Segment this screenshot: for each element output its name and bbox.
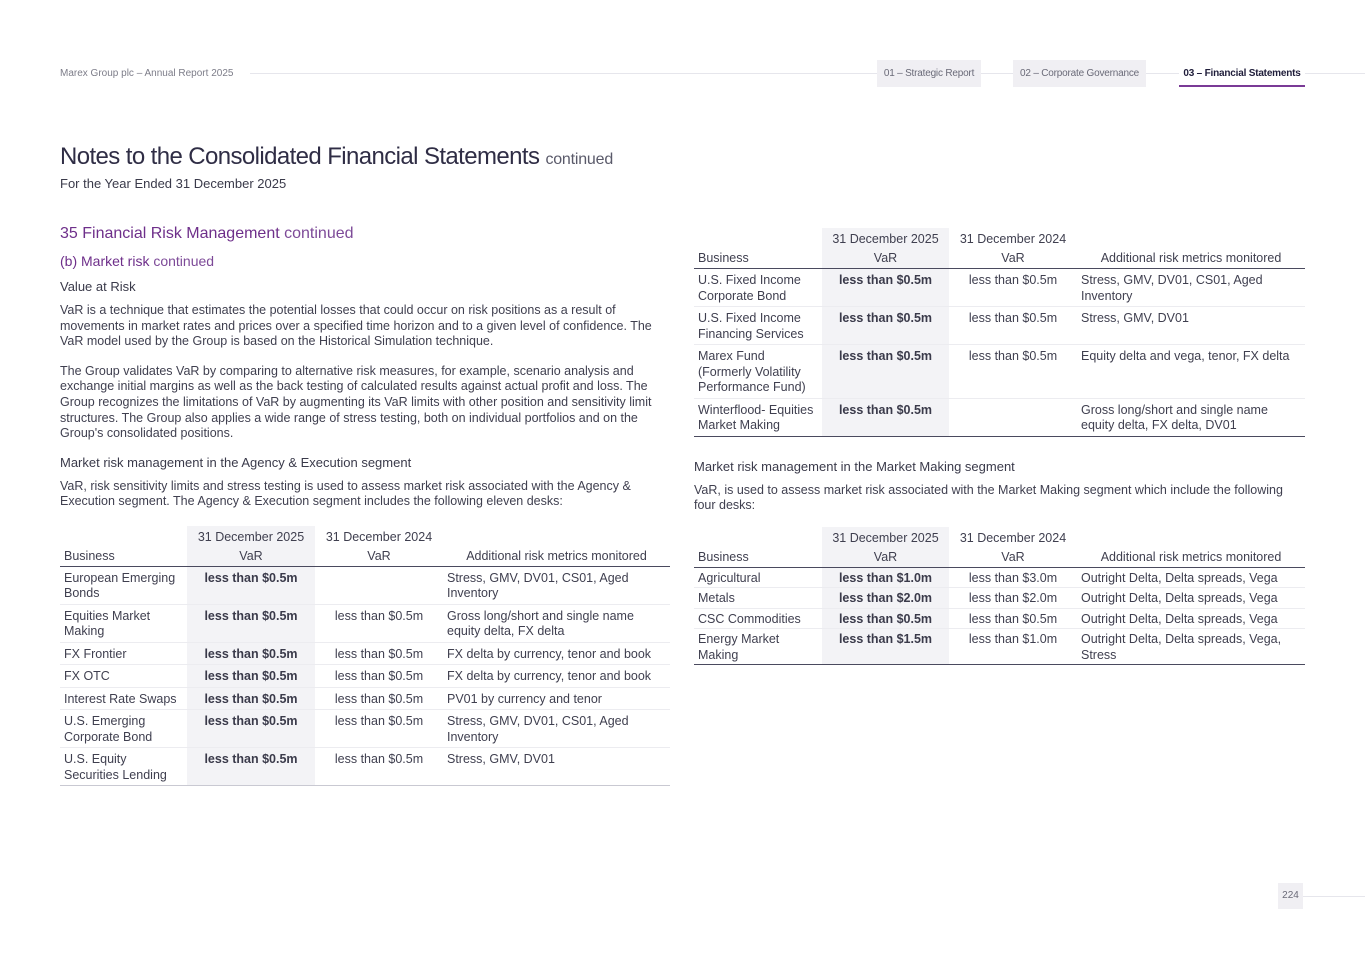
empty-header: [443, 526, 670, 546]
header-metrics: Additional risk metrics monitored: [1077, 248, 1305, 269]
table-row: [694, 567, 1305, 588]
cell-business: Equities Market Making: [60, 604, 187, 642]
table-row: [60, 566, 670, 604]
mm-table: [694, 527, 1305, 666]
cell-business: Energy Market Making: [694, 629, 822, 665]
cell-business: European Emerging Bonds: [60, 566, 187, 604]
cell-var-2025: less than $0.5m: [187, 604, 315, 642]
ae-table-right: [694, 228, 1305, 437]
header-year-2025: 31 December 2025: [187, 526, 315, 546]
header-var-2024: VaR: [315, 546, 443, 567]
table-row: [694, 269, 1305, 307]
subsection-title: [60, 253, 670, 269]
var-paragraph-1: VaR is a technique that estimates the potential losses that could occur on risk positions as a result of movements in market rates and prices over a specified time horizon and to a given level of confidence. The VaR model used by the Group is based on the Historical Simulation technique.: [60, 303, 652, 349]
cell-business: U.S. Emerging Corporate Bond: [60, 710, 187, 748]
cell-var-2025: less than $1.0m: [822, 567, 949, 588]
cell-var-2024: less than $0.5m: [315, 604, 443, 642]
subsection-title-continued: continued: [153, 253, 215, 269]
section-title-continued: continued: [284, 225, 354, 242]
empty-header: [694, 228, 822, 248]
cell-metrics: Stress, GMV, DV01, CS01, Aged Inventory: [443, 710, 670, 748]
cell-var-2025: less than $0.5m: [187, 665, 315, 688]
cell-business: FX Frontier: [60, 642, 187, 665]
table-row: [60, 687, 670, 710]
cell-metrics: FX delta by currency, tenor and book: [443, 642, 670, 665]
cell-var-2025: less than $0.5m: [187, 566, 315, 604]
cell-var-2024: less than $1.0m: [949, 629, 1077, 665]
cell-metrics: Stress, GMV, DV01: [443, 748, 670, 786]
cell-var-2025: less than $0.5m: [187, 687, 315, 710]
header-var-2025: VaR: [187, 546, 315, 567]
header-var-2024: VaR: [949, 547, 1077, 568]
header-year-2024: 31 December 2024: [959, 530, 1067, 545]
cell-var-2025: less than $0.5m: [822, 345, 949, 399]
cell-var-2025: less than $0.5m: [822, 269, 949, 307]
section-title: [60, 225, 670, 243]
header-year-2025: 31 December 2025: [822, 228, 949, 248]
report-name: Marex Group plc – Annual Report 2025: [60, 68, 239, 79]
cell-business: Winterflood- Equities Market Making: [694, 398, 822, 436]
cell-business: FX OTC: [60, 665, 187, 688]
cell-var-2024: less than $0.5m: [315, 710, 443, 748]
header-metrics: Additional risk metrics monitored: [443, 546, 670, 567]
cell-business: Metals: [694, 588, 822, 609]
header-business: Business: [60, 546, 187, 567]
cell-metrics: Stress, GMV, DV01, CS01, Aged Inventory: [443, 566, 670, 604]
cell-business: Marex Fund (Formerly Volatility Performance Fund): [694, 345, 822, 399]
cell-var-2024: less than $0.5m: [315, 748, 443, 786]
empty-header: [694, 527, 822, 547]
cell-var-2025: less than $0.5m: [822, 307, 949, 345]
table-row: [60, 665, 670, 688]
ae-heading: Market risk management in the Agency & Execution segment: [60, 454, 412, 470]
cell-metrics: Stress, GMV, DV01: [1077, 307, 1305, 345]
header-metrics: Additional risk metrics monitored: [1077, 547, 1305, 568]
cell-business: U.S. Fixed Income Corporate Bond: [694, 269, 822, 307]
cell-metrics: Gross long/short and single name equity delta, FX delta, DV01: [1077, 398, 1305, 436]
cell-var-2024: [315, 566, 443, 604]
cell-var-2025: less than $0.5m: [187, 748, 315, 786]
header-var-2024: VaR: [949, 248, 1077, 269]
table-row: [60, 748, 670, 786]
tab-corporate-governance[interactable]: 02 – Corporate Governance: [1013, 60, 1146, 87]
cell-var-2025: less than $0.5m: [822, 608, 949, 629]
cell-var-2024: less than $0.5m: [315, 665, 443, 688]
header-year-2024: 31 December 2024: [325, 529, 433, 544]
page-title-main: Notes to the Consolidated Financial Statements: [60, 143, 540, 170]
left-column: [60, 225, 670, 786]
cell-var-2024: less than $0.5m: [949, 608, 1077, 629]
cell-var-2025: less than $0.5m: [822, 398, 949, 436]
cell-metrics: Outright Delta, Delta spreads, Vega: [1077, 567, 1305, 588]
ae-paragraph: VaR, risk sensitivity limits and stress testing is used to assess market risk associated with the Agency & Execution segment. The Agency & Execution segment includes the following eleven desks:: [60, 478, 631, 509]
empty-header: [1077, 228, 1305, 248]
empty-header: [60, 526, 187, 546]
cell-var-2024: [949, 398, 1077, 436]
header-var-2025: VaR: [822, 547, 949, 568]
cell-business: U.S. Equity Securities Lending: [60, 748, 187, 786]
table-row: [694, 588, 1305, 609]
table-row: [60, 604, 670, 642]
table-row: [694, 629, 1305, 665]
table-row: [60, 642, 670, 665]
var-paragraph-2: The Group validates VaR by comparing to alternative risk measures, for example, scenario analysis and exchange initial margins as well as the back testing of calculated results against actual profit and loss. The Group recognizes the limitations of VaR by augmenting its VaR limits with other position and sensitivity limit structures. The Group also applies a wide range of stress testing, both on individual portfolios and on the Group's consolidated positions.: [60, 363, 652, 441]
table-row: [60, 710, 670, 748]
footer-rule: [1303, 896, 1365, 897]
cell-var-2024: less than $0.5m: [949, 307, 1077, 345]
var-heading: Value at Risk: [60, 279, 136, 294]
table-row: [694, 307, 1305, 345]
subsection-title-text: (b) Market risk: [60, 253, 150, 269]
cell-var-2024: less than $2.0m: [949, 588, 1077, 609]
cell-business: CSC Commodities: [694, 608, 822, 629]
table-row: [694, 345, 1305, 399]
header-year-2024: 31 December 2024: [959, 232, 1067, 246]
cell-var-2024: less than $0.5m: [949, 269, 1077, 307]
mm-paragraph: VaR, is used to assess market risk associated with the Market Making segment which include the following four desks:: [694, 482, 1283, 513]
cell-metrics: PV01 by currency and tenor: [443, 687, 670, 710]
cell-metrics: FX delta by currency, tenor and book: [443, 665, 670, 688]
tab-financial-statements[interactable]: 03 – Financial Statements: [1179, 60, 1305, 87]
page-subtitle: For the Year Ended 31 December 2025: [60, 176, 287, 191]
table-row: [694, 398, 1305, 436]
header-var-2025: VaR: [822, 248, 949, 269]
page-title: [60, 143, 613, 171]
empty-header: [1077, 527, 1305, 547]
cell-var-2025: less than $2.0m: [822, 588, 949, 609]
right-column: [694, 228, 1305, 665]
cell-business: Agricultural: [694, 567, 822, 588]
header-year-2025: 31 December 2025: [822, 527, 949, 547]
cell-var-2024: less than $3.0m: [949, 567, 1077, 588]
cell-metrics: Equity delta and vega, tenor, FX delta: [1077, 345, 1305, 399]
section-title-text: 35 Financial Risk Management: [60, 225, 280, 242]
cell-metrics: Outright Delta, Delta spreads, Vega: [1077, 608, 1305, 629]
mm-heading: Market risk management in the Market Making segment: [694, 458, 1015, 474]
cell-metrics: Outright Delta, Delta spreads, Vega, Stress: [1077, 629, 1305, 665]
cell-var-2024: less than $0.5m: [315, 687, 443, 710]
cell-business: Interest Rate Swaps: [60, 687, 187, 710]
cell-var-2025: less than $0.5m: [187, 642, 315, 665]
cell-var-2025: less than $0.5m: [187, 710, 315, 748]
cell-metrics: Outright Delta, Delta spreads, Vega: [1077, 588, 1305, 609]
header-business: Business: [694, 547, 822, 568]
cell-var-2025: less than $1.5m: [822, 629, 949, 665]
cell-metrics: Stress, GMV, DV01, CS01, Aged Inventory: [1077, 269, 1305, 307]
page-title-continued: continued: [545, 151, 614, 168]
cell-var-2024: less than $0.5m: [315, 642, 443, 665]
cell-business: U.S. Fixed Income Financing Services: [694, 307, 822, 345]
tab-strategic-report[interactable]: 01 – Strategic Report: [877, 60, 981, 87]
cell-var-2024: less than $0.5m: [949, 345, 1077, 399]
cell-metrics: Gross long/short and single name equity delta, FX delta: [443, 604, 670, 642]
page-number: 224: [1278, 883, 1303, 909]
table-row: [694, 608, 1305, 629]
ae-table-left: [60, 526, 670, 787]
header-business: Business: [694, 248, 822, 269]
